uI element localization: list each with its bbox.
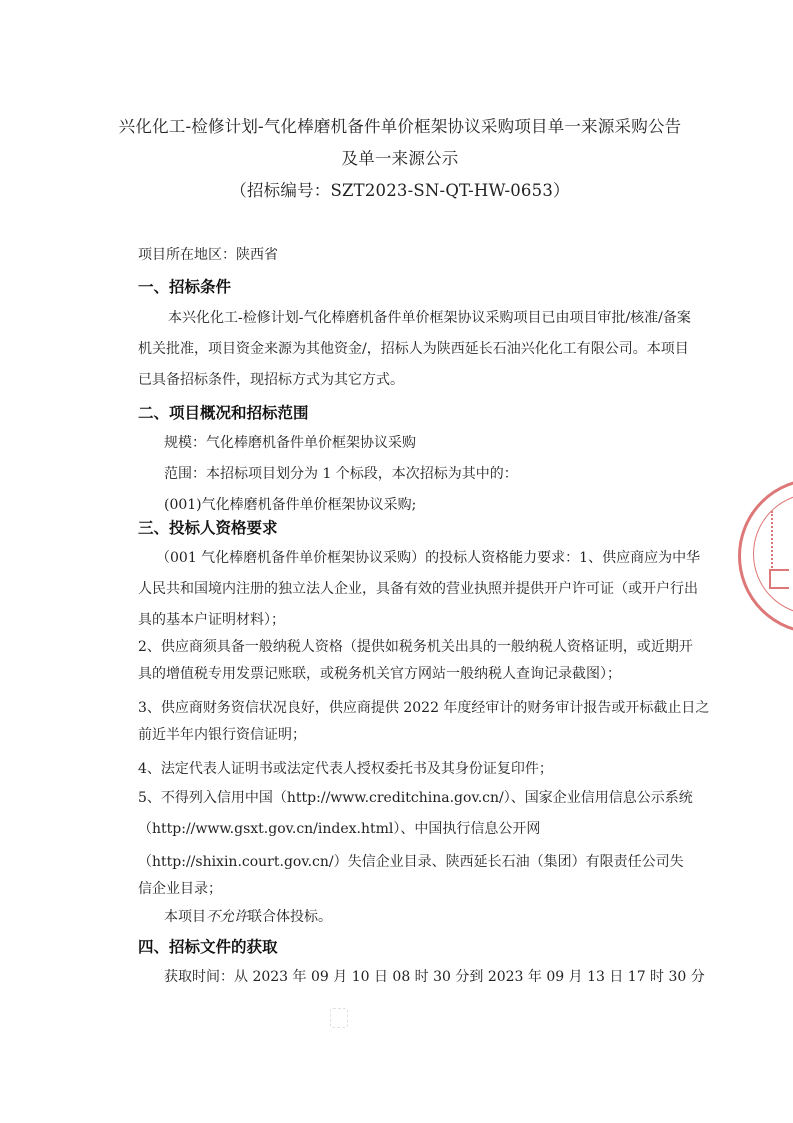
official-seal-stamp (738, 478, 793, 634)
consortium-prefix: 本项目 (164, 909, 206, 925)
tender-number: （招标编号：SZT2023-SN-QT-HW-0653） (230, 181, 570, 200)
consortium-not-allowed: 不允许 (206, 909, 248, 925)
document-title-line-2: 及单一来源公示 (341, 149, 459, 168)
project-scale: 规模：气化棒磨机备件单价框架协议采购 (164, 435, 416, 451)
requirement-5-line-2: （http://www.gsxt.gov.cn/index.html）、中国执行信息公开网 (138, 821, 541, 837)
consortium-suffix: 联合体投标。 (248, 909, 332, 925)
requirement-2-line-1: 2、供应商须具备一般纳税人资格（提供如税务机关出具的一般纳税人资格证明，或近期开 (138, 639, 693, 655)
lot-item: (001)气化棒磨机备件单价框架协议采购; (164, 497, 417, 513)
requirement-3-line-2: 前近半年内银行资信证明； (138, 727, 306, 743)
document-acquisition-time: 获取时间：从 2023 年 09 月 10 日 08 时 30 分到 2023 年 09 月 13 日 17 时 30 分 (164, 969, 705, 985)
section1-paragraph-line-3: 已具备招标条件，现招标方式为其它方式。 (138, 372, 404, 388)
requirement-1-line-2: 人民共和国境内注册的独立法人企业，具备有效的营业执照并提供开户许可证（或开户行出 (138, 581, 698, 597)
consortium-note (164, 906, 332, 926)
requirement-5-line-1: 5、不得列入信用中国（http://www.creditchina.gov.cn/）、国家企业信用信息公示系统 (138, 790, 693, 806)
project-region: 项目所在地区：陕西省 (138, 247, 278, 263)
project-scope: 范围：本招标项目划分为 1 个标段，本次招标为其中的： (164, 466, 518, 482)
section1-paragraph-line-2: 机关批准，项目资金来源为其他资金/，招标人为陕西延长石油兴化化工有限公司。本项目 (138, 341, 689, 357)
seal-character-icon (769, 569, 789, 589)
requirement-5-line-3: （http://shixin.court.gov.cn/）失信企业目录、陕西延长石油（集团）有限责任公司失 (138, 854, 684, 870)
seal-arc-text (771, 511, 777, 571)
section-heading-1: 一、招标条件 (138, 277, 232, 296)
requirement-5-line-4: 信企业目录； (138, 881, 222, 897)
requirement-1-line-1: （001 气化棒磨机备件单价框架协议采购）的投标人资格能力要求：1、供应商应为中华 (156, 550, 701, 566)
section-heading-3: 三、投标人资格要求 (138, 518, 278, 537)
requirement-4: 4、法定代表人证明书或法定代表人授权委托书及其身份证复印件； (138, 761, 553, 777)
section-heading-2: 二、项目概况和招标范围 (138, 403, 309, 422)
section-heading-4: 四、招标文件的获取 (138, 937, 278, 956)
requirement-2-line-2: 具的增值税专用发票记账联，或税务机关官方网站一般纳税人查询记录截图）； (138, 666, 621, 682)
requirement-1-line-3: 具的基本户证明材料）； (138, 612, 285, 628)
requirement-3-line-1: 3、供应商财务资信状况良好，供应商提供 2022 年度经审计的财务审计报告或开标截止日之 (138, 700, 710, 716)
section1-paragraph-line-1: 本兴化化工-检修计划-气化棒磨机备件单价框架协议采购项目已由项目审批/核准/备案 (168, 310, 691, 326)
document-title-line-1: 兴化化工-检修计划-气化棒磨机备件单价框架协议采购项目单一来源采购公告 (118, 117, 682, 136)
scan-smudge (330, 1008, 348, 1028)
